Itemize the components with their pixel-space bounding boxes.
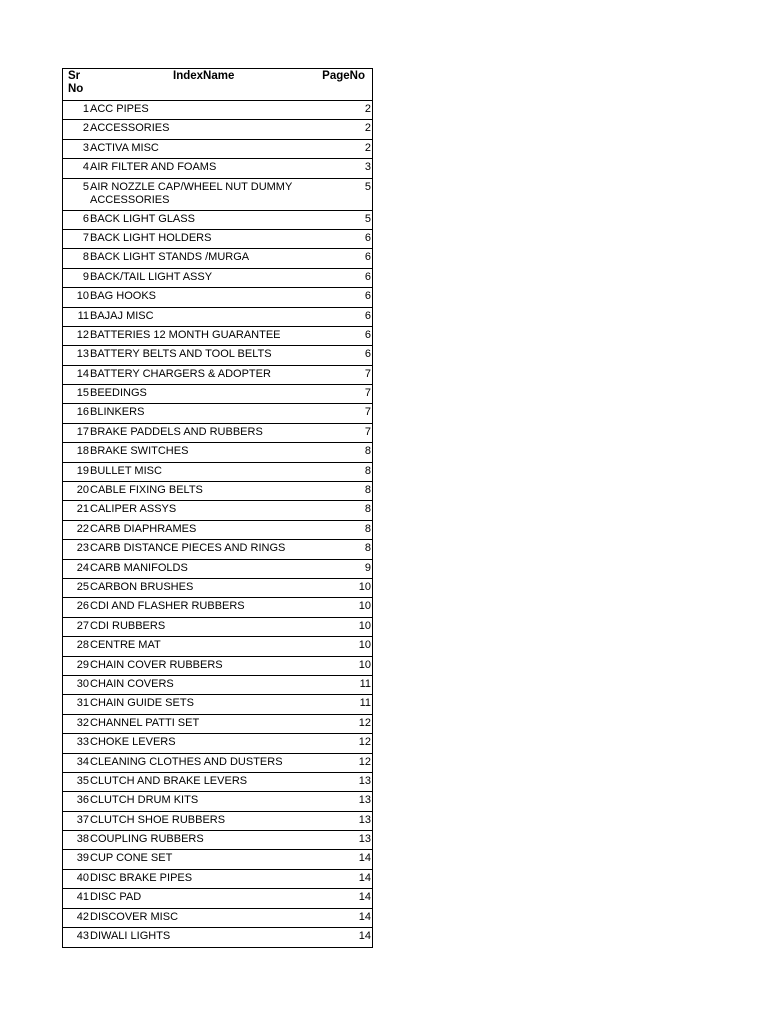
- row-index-name: AIR FILTER AND FOAMS: [90, 161, 217, 174]
- table-row: [63, 140, 372, 159]
- row-sr-no: 36: [76, 794, 89, 807]
- row-sr-no: 18: [76, 445, 89, 458]
- table-row: [63, 560, 372, 579]
- table-row: [63, 308, 372, 327]
- header-index-name: IndexName: [173, 70, 235, 82]
- row-index-name: BAJAJ MISC: [90, 309, 154, 322]
- row-index-name: DIWALI LIGHTS: [90, 930, 171, 943]
- table-row: [63, 889, 372, 908]
- row-page-no: 13: [358, 774, 371, 787]
- table-row: [63, 870, 372, 889]
- header-sr-no: Sr No: [68, 70, 84, 95]
- row-index-name: BATTERIES 12 MONTH GUARANTEE: [90, 328, 281, 341]
- table-row: [63, 637, 372, 656]
- row-page-no: 8: [364, 484, 371, 497]
- index-table: [62, 68, 373, 948]
- table-row: [63, 424, 372, 443]
- row-index-name: BLINKERS: [90, 406, 145, 419]
- row-sr-no: 2: [82, 122, 89, 135]
- row-sr-no: 42: [76, 910, 89, 923]
- table-body: [63, 101, 372, 947]
- table-row: [63, 404, 372, 423]
- row-page-no: 3: [364, 161, 371, 174]
- table-row: [63, 482, 372, 501]
- row-sr-no: 22: [76, 522, 89, 535]
- table-row: [63, 676, 372, 695]
- row-sr-no: 37: [76, 813, 89, 826]
- row-sr-no: 12: [76, 328, 89, 341]
- row-index-name: ACC PIPES: [90, 103, 149, 115]
- row-sr-no: 41: [76, 891, 89, 904]
- row-index-name: CDI RUBBERS: [90, 619, 166, 632]
- row-index-name: CHOKE LEVERS: [90, 736, 176, 749]
- row-page-no: 12: [358, 716, 371, 729]
- row-index-name: CARBON BRUSHES: [90, 580, 194, 593]
- row-page-no: 10: [358, 639, 371, 652]
- table-row: [63, 521, 372, 540]
- row-index-name: CARB DIAPHRAMES: [90, 522, 197, 535]
- row-sr-no: 3: [82, 141, 89, 154]
- row-index-name: CUP CONE SET: [90, 852, 173, 865]
- row-index-name: BACK/TAIL LIGHT ASSY: [90, 270, 213, 283]
- row-page-no: 2: [364, 103, 371, 115]
- row-index-name: CLUTCH SHOE RUBBERS: [90, 813, 226, 826]
- row-index-name: BEEDINGS: [90, 387, 147, 400]
- row-sr-no: 10: [76, 290, 89, 303]
- row-page-no: 11: [359, 697, 371, 710]
- table-row: [63, 657, 372, 676]
- table-row: [63, 715, 372, 734]
- row-sr-no: 33: [76, 736, 89, 749]
- table-row: [63, 179, 372, 211]
- table-row: [63, 909, 372, 928]
- row-index-name: BATTERY BELTS AND TOOL BELTS: [90, 348, 272, 361]
- table-row: [63, 734, 372, 753]
- row-index-name: CHAIN COVERS: [90, 677, 174, 690]
- table-header: [63, 69, 372, 101]
- row-index-name: COUPLING RUBBERS: [90, 833, 204, 846]
- header-page-no: PageNo: [322, 70, 365, 82]
- table-row: [63, 618, 372, 637]
- row-page-no: 6: [364, 270, 371, 283]
- table-row: [63, 501, 372, 520]
- row-index-name: BAG HOOKS: [90, 290, 157, 303]
- row-page-no: 6: [364, 328, 371, 341]
- table-row: [63, 120, 372, 139]
- row-page-no: 14: [358, 871, 371, 884]
- row-page-no: 14: [358, 891, 371, 904]
- row-page-no: 10: [358, 600, 371, 613]
- row-index-name: CARB MANIFOLDS: [90, 561, 188, 574]
- row-index-name: CLUTCH DRUM KITS: [90, 794, 199, 807]
- row-page-no: 10: [358, 580, 371, 593]
- table-row: [63, 249, 372, 268]
- row-index-name: CHAIN GUIDE SETS: [90, 697, 194, 710]
- row-page-no: 14: [358, 852, 371, 865]
- table-row: [63, 346, 372, 365]
- table-row: [63, 443, 372, 462]
- row-sr-no: 6: [82, 212, 89, 225]
- row-index-name: DISC PAD: [90, 891, 142, 904]
- row-sr-no: 38: [76, 833, 89, 846]
- row-page-no: 7: [364, 406, 371, 419]
- row-sr-no: 35: [76, 774, 89, 787]
- row-page-no: 13: [358, 813, 371, 826]
- table-row: [63, 598, 372, 617]
- row-page-no: 8: [364, 542, 371, 555]
- row-page-no: 5: [364, 212, 371, 225]
- row-sr-no: 5: [82, 180, 89, 193]
- row-index-name: CABLE FIXING BELTS: [90, 484, 203, 497]
- row-page-no: 11: [359, 677, 371, 690]
- row-index-name: BACK LIGHT HOLDERS: [90, 231, 212, 244]
- table-row: [63, 269, 372, 288]
- row-index-name: ACTIVA MISC: [90, 141, 159, 154]
- row-index-name: BACK LIGHT STANDS /MURGA: [90, 251, 250, 264]
- row-index-name: DISCOVER MISC: [90, 910, 179, 923]
- row-page-no: 13: [358, 794, 371, 807]
- row-page-no: 5: [364, 180, 371, 193]
- row-page-no: 14: [358, 910, 371, 923]
- table-row: [63, 385, 372, 404]
- row-page-no: 8: [364, 503, 371, 516]
- table-row: [63, 695, 372, 714]
- row-sr-no: 14: [76, 367, 89, 380]
- row-sr-no: 8: [82, 251, 89, 264]
- row-page-no: 7: [364, 387, 371, 400]
- row-page-no: 9: [364, 561, 371, 574]
- row-page-no: 2: [364, 141, 371, 154]
- row-index-name: AIR NOZZLE CAP/WHEEL NUT DUMMY ACCESSORIES: [90, 180, 293, 206]
- row-sr-no: 39: [76, 852, 89, 865]
- table-row: [63, 288, 372, 307]
- row-page-no: 12: [358, 736, 371, 749]
- row-index-name: BULLET MISC: [90, 464, 162, 477]
- row-index-name: DISC BRAKE PIPES: [90, 871, 193, 884]
- row-sr-no: 13: [76, 348, 89, 361]
- table-row: [63, 463, 372, 482]
- row-page-no: 10: [358, 619, 371, 632]
- row-sr-no: 29: [76, 658, 89, 671]
- row-page-no: 12: [358, 755, 371, 768]
- row-sr-no: 9: [82, 270, 89, 283]
- row-index-name: CDI AND FLASHER RUBBERS: [90, 600, 245, 613]
- row-sr-no: 17: [76, 425, 89, 438]
- row-sr-no: 1: [82, 103, 89, 115]
- row-index-name: BACK LIGHT GLASS: [90, 212, 195, 225]
- row-sr-no: 31: [76, 697, 89, 710]
- row-sr-no: 26: [76, 600, 89, 613]
- table-row: [63, 579, 372, 598]
- row-index-name: CLUTCH AND BRAKE LEVERS: [90, 774, 248, 787]
- row-page-no: 8: [364, 464, 371, 477]
- table-row: [63, 928, 372, 947]
- row-sr-no: 21: [76, 503, 89, 516]
- row-sr-no: 7: [82, 231, 89, 244]
- table-row: [63, 831, 372, 850]
- row-index-name: CLEANING CLOTHES AND DUSTERS: [90, 755, 283, 768]
- table-row: [63, 159, 372, 178]
- row-index-name: CHAIN COVER RUBBERS: [90, 658, 223, 671]
- table-row: [63, 850, 372, 869]
- row-page-no: 8: [364, 445, 371, 458]
- row-sr-no: 27: [76, 619, 89, 632]
- row-page-no: 6: [364, 309, 371, 322]
- row-index-name: CENTRE MAT: [90, 639, 161, 652]
- row-index-name: CHANNEL PATTI SET: [90, 716, 200, 729]
- table-row: [63, 754, 372, 773]
- row-sr-no: 16: [76, 406, 89, 419]
- row-index-name: BRAKE SWITCHES: [90, 445, 189, 458]
- table-row: [63, 366, 372, 385]
- table-row: [63, 792, 372, 811]
- row-sr-no: 4: [82, 161, 89, 174]
- table-row: [63, 211, 372, 230]
- row-page-no: 10: [358, 658, 371, 671]
- row-index-name: CALIPER ASSYS: [90, 503, 177, 516]
- row-page-no: 6: [364, 290, 371, 303]
- table-row: [63, 101, 372, 120]
- row-sr-no: 34: [76, 755, 89, 768]
- row-sr-no: 32: [76, 716, 89, 729]
- table-row: [63, 230, 372, 249]
- row-page-no: 7: [364, 425, 371, 438]
- row-index-name: ACCESSORIES: [90, 122, 170, 135]
- row-sr-no: 24: [76, 561, 89, 574]
- row-page-no: 6: [364, 251, 371, 264]
- row-sr-no: 19: [76, 464, 89, 477]
- row-page-no: 14: [358, 930, 371, 943]
- row-index-name: BRAKE PADDELS AND RUBBERS: [90, 425, 263, 438]
- row-sr-no: 25: [76, 580, 89, 593]
- table-row: [63, 540, 372, 559]
- row-sr-no: 15: [76, 387, 89, 400]
- row-page-no: 6: [364, 348, 371, 361]
- row-page-no: 7: [364, 367, 371, 380]
- row-index-name: BATTERY CHARGERS & ADOPTER: [90, 367, 271, 380]
- table-row: [63, 327, 372, 346]
- table-row: [63, 812, 372, 831]
- row-index-name: CARB DISTANCE PIECES AND RINGS: [90, 542, 286, 555]
- row-sr-no: 43: [76, 930, 89, 943]
- row-sr-no: 28: [76, 639, 89, 652]
- row-sr-no: 40: [76, 871, 89, 884]
- row-page-no: 6: [364, 231, 371, 244]
- row-sr-no: 30: [76, 677, 89, 690]
- table-row: [63, 773, 372, 792]
- row-sr-no: 23: [76, 542, 89, 555]
- row-sr-no: 11: [77, 309, 89, 322]
- row-page-no: 13: [358, 833, 371, 846]
- row-page-no: 2: [364, 122, 371, 135]
- row-page-no: 8: [364, 522, 371, 535]
- row-sr-no: 20: [76, 484, 89, 497]
